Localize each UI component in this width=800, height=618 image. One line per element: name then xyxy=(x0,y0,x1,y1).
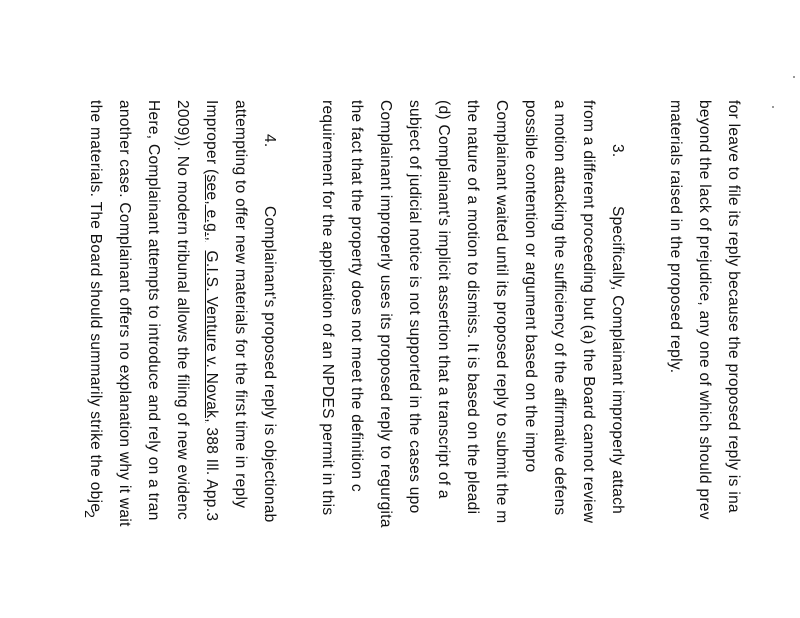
text-line: Specifically, Complainant improperly attach xyxy=(609,206,626,515)
text-line: another case. Complainant offers no explanation why it wait xyxy=(116,100,133,527)
text-line: requirement for the application of an NPDES permit in this xyxy=(319,100,336,516)
text-line: materials raised in the proposed reply. xyxy=(667,100,684,374)
text-line: attempting to offer new materials for the first time in reply xyxy=(232,100,249,509)
text-line: Here, Complainant attempts to introduce and rely on a tran xyxy=(145,100,162,521)
scan-speck xyxy=(772,106,774,108)
paragraph-number: 4. xyxy=(261,134,278,148)
text-line: the fact that the property does not meet the definition c xyxy=(348,100,365,492)
citation-prefix: Improper ( xyxy=(203,100,220,175)
page-number: 2 xyxy=(81,510,98,518)
text-line: Complainant's proposed reply is objectionab xyxy=(261,206,278,523)
text-line: subject of judicial notice is not supported in the cases upo xyxy=(406,100,423,514)
text-line: (d) Complainant's implicit assertion that a transcript of a xyxy=(435,100,452,499)
text-line: Complainant waited until its proposed reply to submit the m xyxy=(493,100,510,524)
citation-signal: see, e.g., xyxy=(203,174,220,242)
citation-reporter: 388 Ill. App.3 xyxy=(203,427,220,522)
text-line: for leave to file its reply because the proposed reply is ina xyxy=(725,100,742,513)
paragraph-number: 3. xyxy=(609,144,626,158)
text-line: from a different proceeding but (a) the Board cannot review xyxy=(580,100,597,524)
text-line: beyond the lack of prejudice, any one of which should prev xyxy=(696,100,713,520)
text-line: the materials. The Board should summarily strike the obje xyxy=(87,100,104,513)
case-name: G.I.S. Venture v. Novak, xyxy=(203,250,220,423)
text-line: the nature of a motion to dismiss. It is based on the pleadi xyxy=(464,100,481,515)
citation-line xyxy=(202,100,220,521)
scan-speck xyxy=(793,76,795,78)
text-line: Complainant improperly uses its proposed reply to regurgita xyxy=(377,100,394,528)
text-line: 2009)). No modern tribunal allows the filing of new evidenc xyxy=(174,100,191,521)
text-line: possible contention or argument based on the impro xyxy=(522,100,539,473)
text-line: a motion attacking the sufficiency of the affirmative defens xyxy=(551,100,568,516)
